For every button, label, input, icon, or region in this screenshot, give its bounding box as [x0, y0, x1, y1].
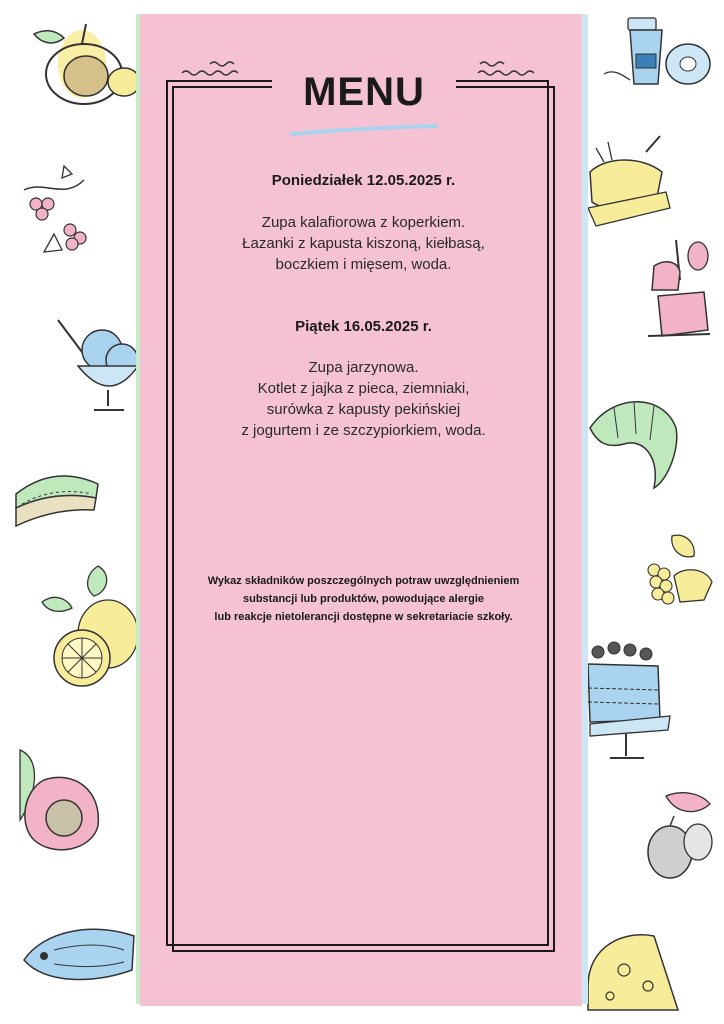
allergen-note-line: substancji lub produktów, powodujące alergie — [242, 593, 484, 605]
dish-line: Łazanki z kapusta kiszoną, kiełbasą, — [242, 235, 485, 252]
dish-line: boczkiem i mięsem, woda. — [275, 256, 452, 273]
apple-icon — [24, 20, 140, 110]
squiggle-right-icon — [476, 60, 548, 78]
dishes-monday — [172, 212, 555, 275]
avocado-icon — [14, 740, 104, 860]
day-heading-monday: Poniedziałek 12.05.2025 r. — [271, 172, 456, 189]
dishes-friday — [172, 357, 555, 441]
salt-pepper-icon — [646, 236, 712, 346]
grapes-icon — [14, 160, 94, 270]
lemon-icon — [38, 562, 142, 702]
croissant-icon — [584, 388, 680, 498]
fruit-bowl-icon — [644, 530, 716, 614]
allergen-note — [172, 572, 555, 626]
allergen-note-line: lub reakcje nietolerancji dostępne w sekretariacie szkoły. — [214, 611, 513, 623]
fish-icon — [14, 910, 138, 996]
dish-line: Zupa kalafiorowa z koperkiem. — [261, 214, 466, 231]
dish-line: Zupa jarzynowa. — [308, 359, 419, 376]
dish-line: z jogurtem i ze szczypiorkiem, woda. — [241, 422, 486, 439]
title-underline-icon — [290, 124, 440, 138]
dish-line: Kotlet z jajka z pieca, ziemniaki, — [257, 380, 470, 397]
cheese-icon — [584, 926, 680, 1016]
coffee-cup-icon — [600, 14, 714, 94]
ice-cream-icon — [30, 310, 140, 420]
dish-line: surówka z kapusty pekińskiej — [266, 401, 461, 418]
frame-border-inner — [166, 80, 549, 946]
allergen-note-line: Wykaz składników poszczególnych potraw uwzględnieniem — [207, 575, 520, 587]
roast-chicken-icon — [586, 132, 672, 232]
sandwich-icon — [14, 464, 104, 534]
cake-icon — [586, 638, 672, 768]
fruits-icon — [640, 786, 714, 886]
squiggle-left-icon — [180, 60, 252, 78]
menu-title: MENU — [303, 70, 425, 114]
day-heading-friday: Piątek 16.05.2025 r. — [295, 318, 432, 335]
